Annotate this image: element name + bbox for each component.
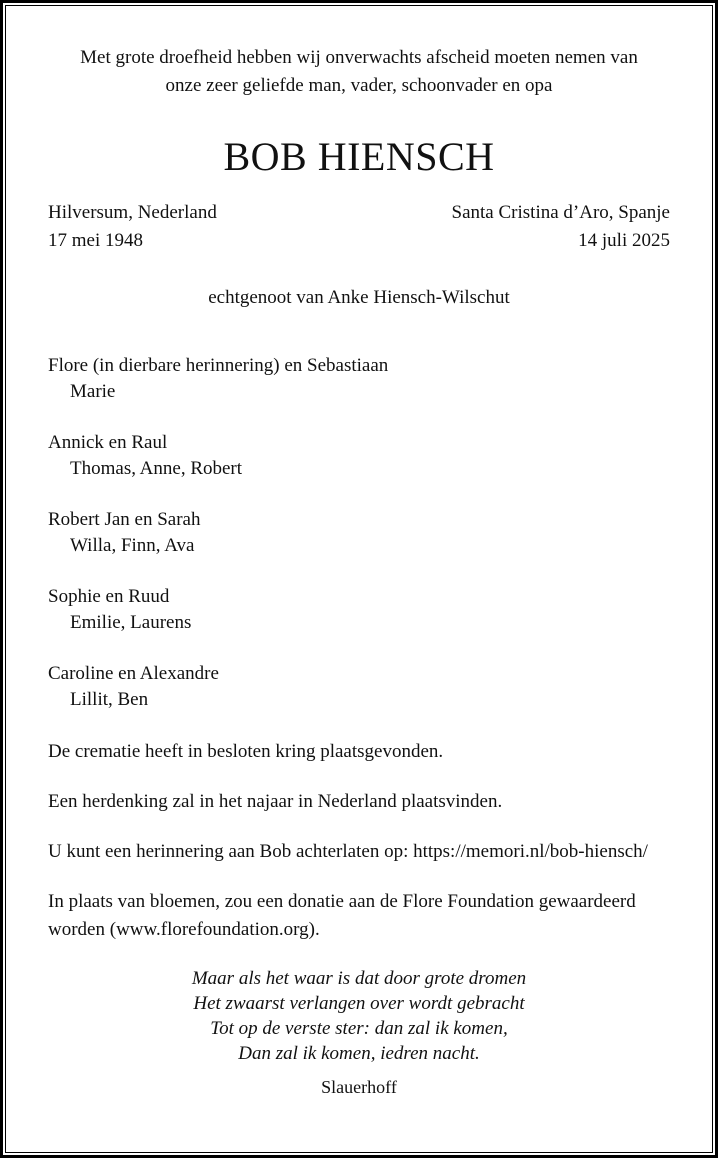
family-children-line: Emilie, Laurens xyxy=(70,612,192,633)
family-children-line: Willa, Finn, Ava xyxy=(70,535,195,556)
death-date: 14 juli 2025 xyxy=(578,230,670,251)
family-parents-line: Robert Jan en Sarah xyxy=(48,509,201,530)
birth-date: 17 mei 1948 xyxy=(48,230,143,251)
notice-cremation: De crematie heeft in besloten kring plaatsgevonden. xyxy=(48,741,444,762)
notice-memorial-service: Een herdenking zal in het najaar in Nederland plaatsvinden. xyxy=(48,791,503,812)
poem xyxy=(48,966,670,1100)
memorial-url-link[interactable]: https://memori.nl/bob-hiensch/ xyxy=(413,841,648,862)
birth-place: Hilversum, Nederland xyxy=(48,202,217,223)
poem-line: Tot op de verste ster: dan zal ik komen, xyxy=(210,1018,508,1039)
family-children-line: Marie xyxy=(70,381,116,402)
spouse-line: echtgenoot van Anke Hiensch-Wilschut xyxy=(208,287,510,308)
family-list xyxy=(48,353,670,713)
family-parents-line: Caroline en Alexandre xyxy=(48,663,219,684)
donation-line-2-prefix: worden ( xyxy=(48,919,117,940)
donation-line-2-suffix: ). xyxy=(308,919,320,940)
notice-donation xyxy=(48,888,670,944)
death-place: Santa Cristina d’Aro, Spanje xyxy=(451,202,670,223)
intro-line-2: onze zeer geliefde man, vader, schoonvader en opa xyxy=(165,75,553,96)
intro-line-1: Met grote droefheid hebben wij onverwachts afscheid moeten nemen van xyxy=(80,47,638,68)
birth-info xyxy=(48,199,217,255)
notice-memory-page xyxy=(48,838,670,866)
deceased-name: BOB HIENSCH xyxy=(223,134,495,179)
intro-text xyxy=(48,44,670,100)
poem-line: Dan zal ik komen, iedren nacht. xyxy=(238,1043,480,1064)
family-entry xyxy=(48,584,670,636)
family-children-line: Lillit, Ben xyxy=(70,689,149,710)
family-children-line: Thomas, Anne, Robert xyxy=(70,458,243,479)
birth-death-row xyxy=(48,199,670,255)
donation-line-1: In plaats van bloemen, zou een donatie aan de Flore Foundation gewaardeerd xyxy=(48,891,636,912)
poem-line: Maar als het waar is dat door grote dromen xyxy=(191,968,527,989)
death-info xyxy=(452,199,670,255)
poem-line: Het zwaarst verlangen over wordt gebracht xyxy=(193,993,525,1014)
memory-line-prefix: U kunt een herinnering aan Bob achterlaten op: xyxy=(48,841,414,862)
family-entry xyxy=(48,507,670,559)
family-entry xyxy=(48,353,670,405)
donation-url-link[interactable]: www.florefoundation.org xyxy=(116,919,309,940)
family-entry xyxy=(48,430,670,482)
family-parents-line: Flore (in dierbare herinnering) en Sebastiaan xyxy=(48,355,389,376)
family-parents-line: Sophie en Ruud xyxy=(48,586,170,607)
family-entry xyxy=(48,661,670,713)
notices-section xyxy=(48,738,670,944)
family-parents-line: Annick en Raul xyxy=(48,432,168,453)
poem-attribution: Slauerhoff xyxy=(321,1077,397,1097)
